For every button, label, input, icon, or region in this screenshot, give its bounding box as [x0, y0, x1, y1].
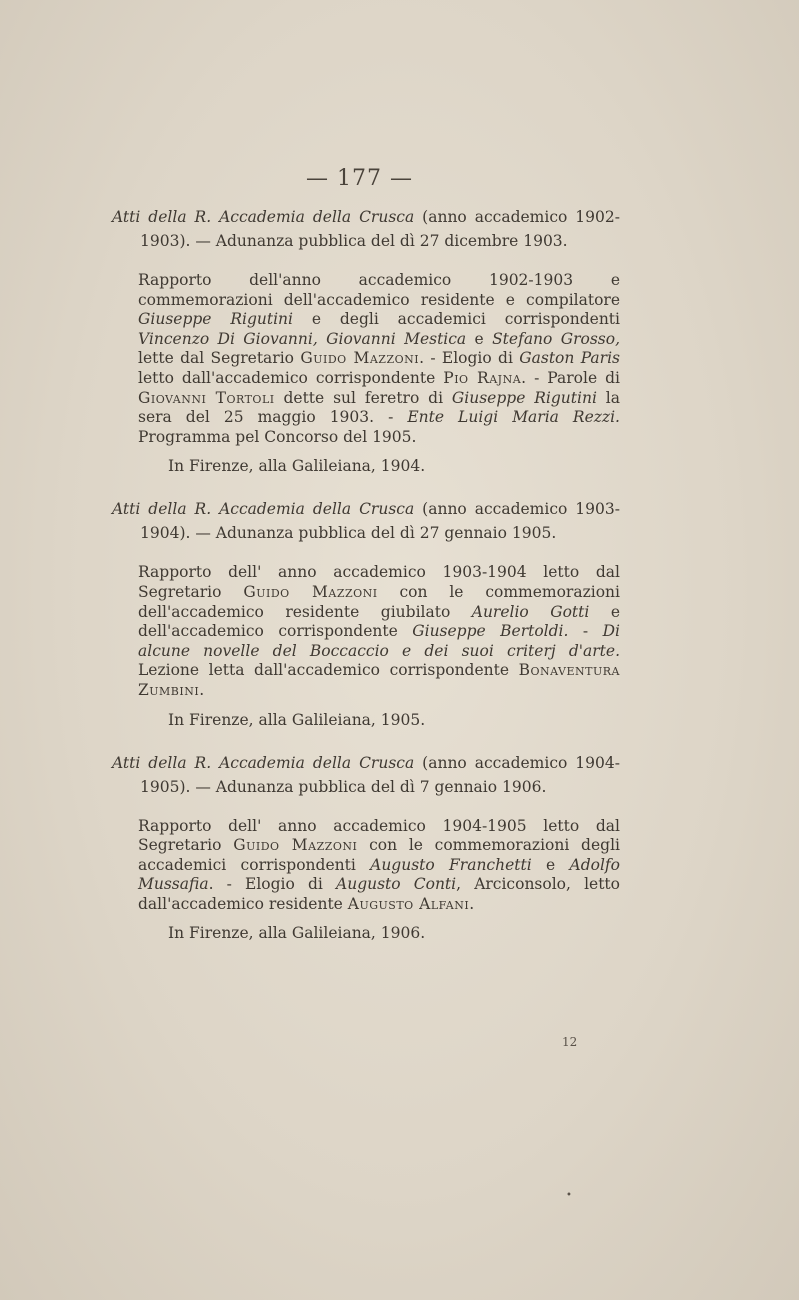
summary-name: Vincenzo Di Giovanni, Giovanni Mestica: [138, 329, 467, 348]
summary-text: . - Parole di: [521, 368, 621, 387]
summary-text: e: [466, 329, 493, 348]
summary-name: Augusto Franchetti: [370, 855, 532, 874]
citation-title: Atti della R. Accademia della Crusca: [112, 500, 415, 519]
summary-name: Giuseppe Rigutini: [451, 388, 597, 407]
entry-summary: [138, 563, 620, 700]
summary-text: Rapporto dell' anno accademico 1903-1904 letto dal Segretario: [138, 563, 620, 601]
summary-author: Pio Rajna: [443, 368, 522, 387]
summary-text: . - Elogio di: [208, 875, 337, 894]
citation-details: (anno accademico 1902-1903). — Adunanza pubblica del dì 27 dicembre 1903.: [140, 208, 620, 250]
page-number: — 177 —: [306, 166, 413, 191]
summary-name: Giuseppe Bertoldi.: [412, 622, 569, 641]
citation-title: Atti della R. Accademia della Crusca: [112, 753, 415, 772]
entry-imprint: In Firenze, alla Galileiana, 1905.: [168, 710, 426, 729]
entry-summary: [138, 271, 620, 447]
summary-text: la sera del 25 maggio 1903. -: [138, 388, 620, 427]
entry-citation: [112, 751, 620, 799]
summary-text: lette dal Segretario: [138, 349, 301, 368]
signature-mark: 12: [562, 1035, 578, 1049]
summary-text: con le commemorazioni degli accademici corrispondenti: [138, 836, 620, 874]
summary-text: -: [568, 622, 603, 641]
summary-text: .: [199, 680, 205, 699]
entry-imprint: In Firenze, alla Galileiana, 1906.: [168, 924, 426, 943]
summary-text: .: [469, 894, 475, 913]
summary-text: e degli accademici corrispondenti: [292, 310, 620, 329]
summary-text: , Arciconsolo, letto dall'accademico residente: [138, 875, 620, 913]
summary-author: Giovanni Tortoli: [138, 388, 275, 407]
summary-name: Gaston Paris: [519, 349, 620, 368]
bibliography-entry-3: [112, 751, 620, 945]
summary-text: Lezione letta dall'accademico corrispondente: [138, 661, 519, 680]
summary-name: Giuseppe Rigutini: [138, 310, 293, 329]
summary-name: Ente Luigi Maria Rezzi.: [407, 408, 620, 427]
citation-details: (anno accademico 1904-1905). — Adunanza pubblica del dì 7 gennaio 1906.: [140, 753, 620, 796]
summary-text: Programma pel Concorso del 1905.: [138, 427, 417, 446]
bibliography-list: [112, 205, 620, 944]
summary-text: . - Elogio di: [419, 349, 520, 368]
bibliography-entry-1: [112, 205, 620, 477]
summary-name: Aurelio Gotti: [471, 602, 590, 621]
entry-summary: [138, 817, 620, 915]
summary-text: Rapporto dell' anno accademico 1904-1905 letto dal Segretario: [138, 816, 620, 855]
entry-citation: [112, 497, 620, 545]
summary-text: con le commemorazioni dell'accademico residente giubilato: [138, 582, 620, 621]
citation-title: Atti della R. Accademia della Crusca: [112, 208, 415, 226]
summary-name: Adolfo Mussafia: [138, 855, 620, 894]
printer-mark: •: [566, 1190, 572, 1201]
summary-author: Bonaventura Zumbini: [138, 661, 620, 699]
citation-details: (anno accademico 1903-1904). — Adunanza pubblica del dì 27 gennaio 1905.: [140, 500, 620, 543]
summary-author: Guido Mazzoni: [233, 836, 358, 855]
summary-author: Augusto Alfani: [347, 894, 470, 913]
summary-work-title: Di alcune novelle del Boccaccio e dei suoi criterj d'arte.: [138, 622, 620, 660]
summary-author: Guido Mazzoni: [243, 582, 378, 601]
summary-text: e: [531, 855, 570, 874]
summary-author: Guido Mazzoni: [300, 349, 420, 368]
entry-citation: [112, 205, 620, 253]
summary-text: letto dall'accademico corrispondente: [138, 368, 444, 387]
summary-text: Rapporto dell'anno accademico 1902-1903 e commemorazioni dell'accademico residente e compilatore: [138, 271, 620, 309]
bibliography-entry-2: [112, 497, 620, 730]
summary-name: Stefano Grosso,: [492, 329, 621, 348]
summary-name: Augusto Conti: [336, 875, 457, 894]
summary-text: dette sul feretro di: [274, 388, 452, 407]
summary-text: e dell'accademico corrispondente: [138, 602, 620, 641]
entry-imprint: In Firenze, alla Galileiana, 1904.: [168, 457, 426, 476]
